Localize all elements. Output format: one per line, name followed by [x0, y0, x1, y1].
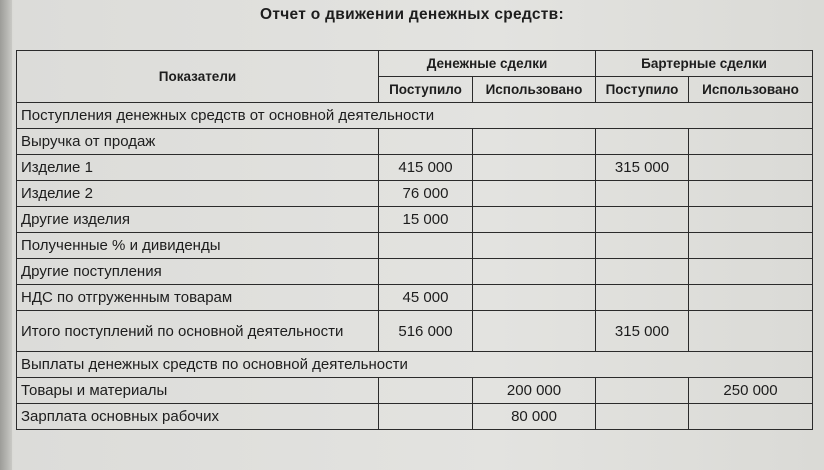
row-label: Изделие 2	[17, 181, 379, 207]
header-cash-used: Использовано	[473, 77, 596, 103]
barter-used-cell	[689, 404, 813, 430]
header-barter-received: Поступило	[596, 77, 689, 103]
row-label: Полученные % и дивиденды	[17, 233, 379, 259]
cash-received-cell: 415 000	[379, 155, 473, 181]
header-barter-used: Использовано	[689, 77, 813, 103]
table-row	[17, 259, 813, 285]
barter-received-cell	[596, 129, 689, 155]
barter-received-cell	[596, 259, 689, 285]
barter-used-cell	[689, 285, 813, 311]
table-row	[17, 233, 813, 259]
cash-used-cell: 200 000	[473, 378, 596, 404]
section-label: Поступления денежных средств от основной деятельности	[17, 103, 813, 129]
cash-used-cell	[473, 181, 596, 207]
cash-used-cell	[473, 207, 596, 233]
report-title: Отчет о движении денежных средств:	[260, 6, 564, 23]
cash-used-cell: 80 000	[473, 404, 596, 430]
cash-used-cell	[473, 259, 596, 285]
cash-received-cell	[379, 404, 473, 430]
table-row	[17, 207, 813, 233]
cash-flow-table	[16, 50, 813, 430]
section-row	[17, 352, 813, 378]
table-row-total	[17, 311, 813, 352]
section-label: Выплаты денежных средств по основной деятельности	[17, 352, 813, 378]
barter-used-cell	[689, 181, 813, 207]
row-label: Зарплата основных рабочих	[17, 404, 379, 430]
cash-used-cell	[473, 311, 596, 352]
cash-received-cell: 15 000	[379, 207, 473, 233]
barter-received-cell	[596, 207, 689, 233]
cash-used-cell	[473, 155, 596, 181]
table-row	[17, 404, 813, 430]
cash-received-cell	[379, 233, 473, 259]
book-spine-shadow	[0, 0, 12, 470]
cash-used-cell	[473, 233, 596, 259]
cash-received-cell	[379, 259, 473, 285]
barter-received-cell	[596, 181, 689, 207]
cash-received-cell: 516 000	[379, 311, 473, 352]
header-indicators: Показатели	[17, 51, 379, 103]
cash-received-cell	[379, 378, 473, 404]
barter-received-cell: 315 000	[596, 155, 689, 181]
row-label: НДС по отгруженным товарам	[17, 285, 379, 311]
cash-received-cell: 76 000	[379, 181, 473, 207]
row-label: Товары и материалы	[17, 378, 379, 404]
table-row	[17, 378, 813, 404]
barter-received-cell: 315 000	[596, 311, 689, 352]
row-label: Изделие 1	[17, 155, 379, 181]
cash-received-cell	[379, 129, 473, 155]
header-barter-deals: Бартерные сделки	[596, 51, 813, 77]
table-row	[17, 181, 813, 207]
row-label: Итого поступлений по основной деятельности	[17, 311, 379, 352]
barter-used-cell	[689, 311, 813, 352]
table-row	[17, 129, 813, 155]
barter-used-cell	[689, 207, 813, 233]
barter-used-cell	[689, 259, 813, 285]
header-cash-deals: Денежные сделки	[379, 51, 596, 77]
cash-used-cell	[473, 285, 596, 311]
barter-used-cell	[689, 155, 813, 181]
table-row	[17, 155, 813, 181]
barter-received-cell	[596, 285, 689, 311]
header-cash-received: Поступило	[379, 77, 473, 103]
row-label: Другие изделия	[17, 207, 379, 233]
barter-used-cell	[689, 233, 813, 259]
row-label: Выручка от продаж	[17, 129, 379, 155]
barter-received-cell	[596, 404, 689, 430]
row-label: Другие поступления	[17, 259, 379, 285]
cash-used-cell	[473, 129, 596, 155]
barter-used-cell	[689, 129, 813, 155]
section-row	[17, 103, 813, 129]
table-row	[17, 285, 813, 311]
barter-received-cell	[596, 233, 689, 259]
cash-received-cell: 45 000	[379, 285, 473, 311]
barter-received-cell	[596, 378, 689, 404]
barter-used-cell: 250 000	[689, 378, 813, 404]
